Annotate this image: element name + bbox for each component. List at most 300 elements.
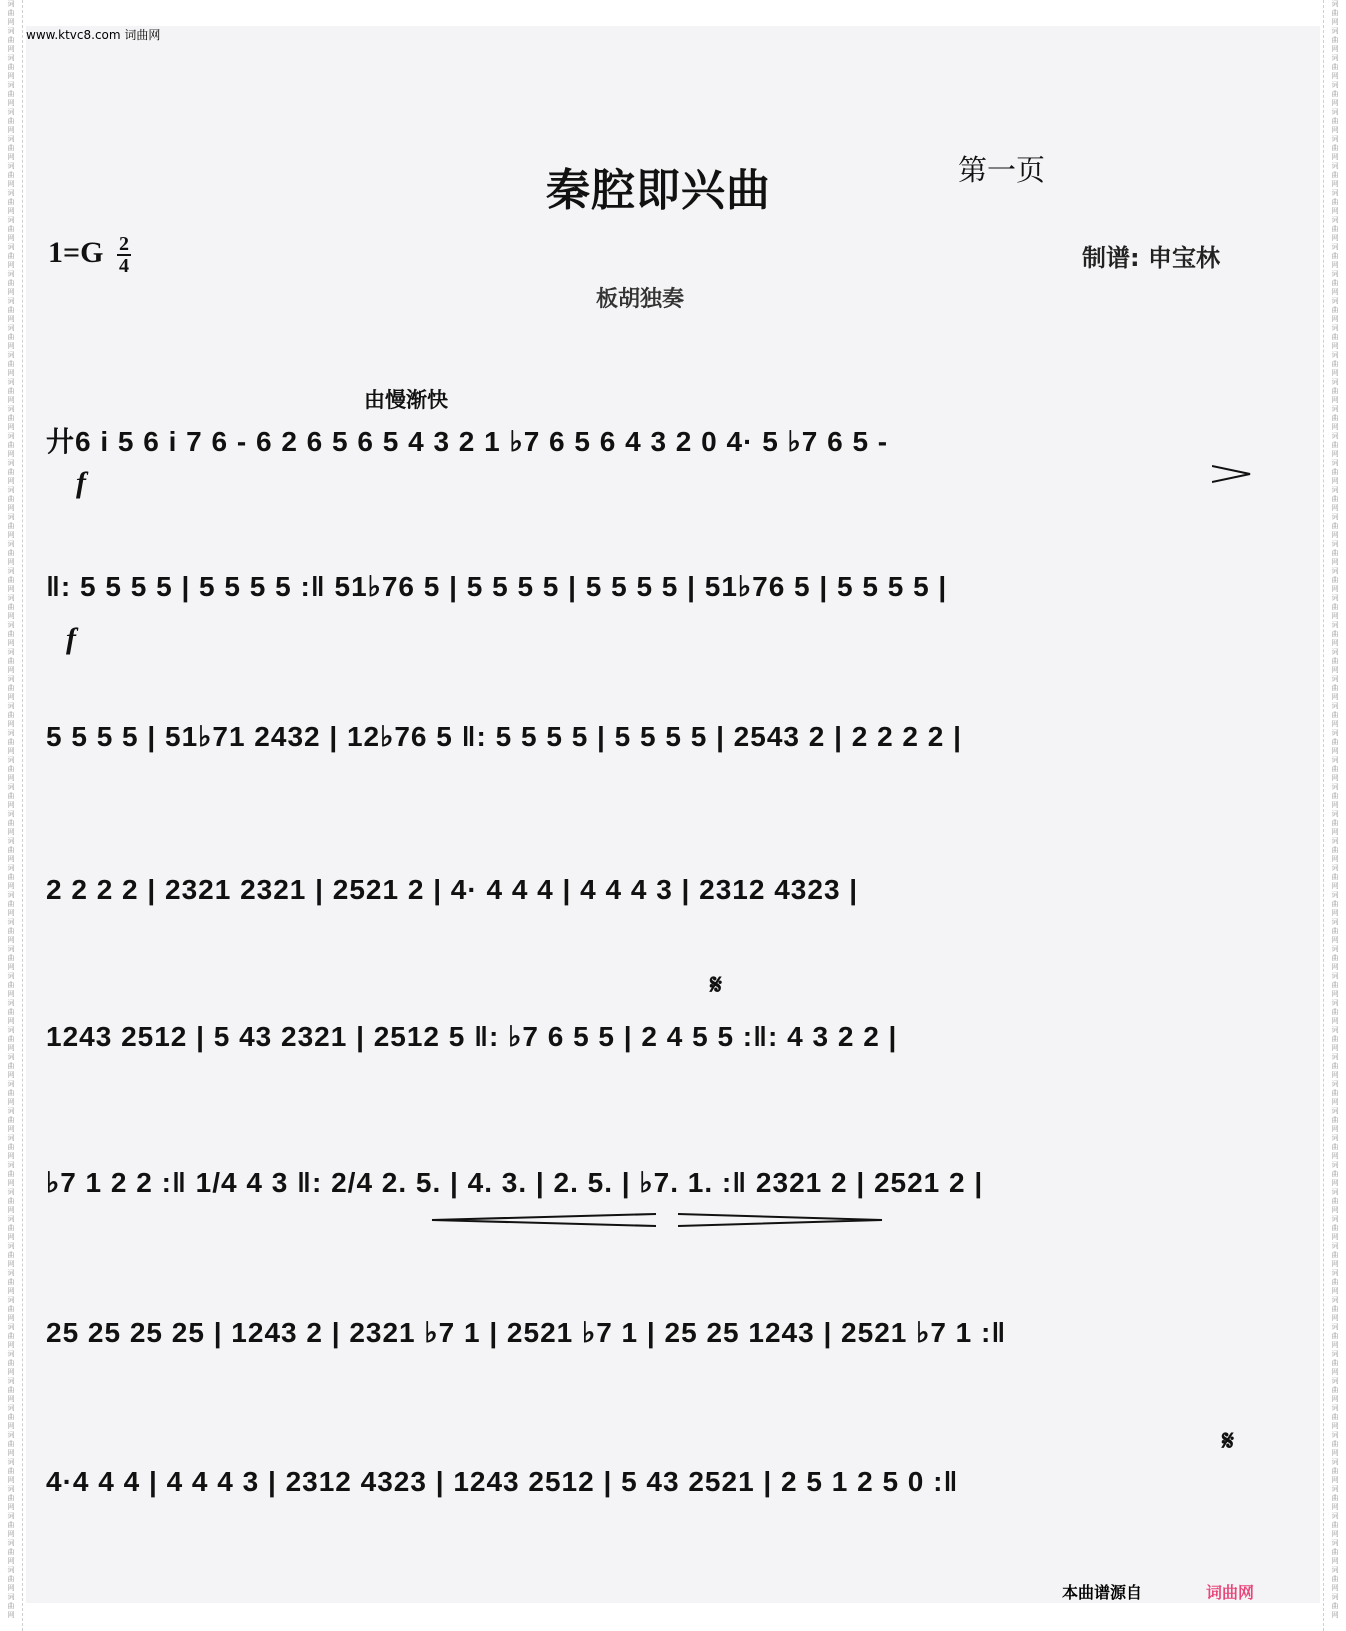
watermark-glyph: 网 bbox=[7, 126, 15, 134]
key-signature bbox=[48, 234, 131, 276]
watermark-glyph: 网 bbox=[7, 855, 15, 863]
watermark-glyph: 词 bbox=[7, 729, 15, 737]
watermark-glyph: 词 bbox=[1331, 0, 1339, 8]
watermark-glyph: 网 bbox=[1331, 45, 1339, 53]
watermark-glyph: 曲 bbox=[7, 549, 15, 557]
watermark-glyph: 网 bbox=[1331, 315, 1339, 323]
watermark-glyph: 词 bbox=[1331, 351, 1339, 359]
watermark-glyph: 曲 bbox=[7, 414, 15, 422]
watermark-glyph: 网 bbox=[7, 1206, 15, 1214]
score-line-5: 1243 2512 | 5 43 2321 | 2512 5 ‖: ♭7 6 5 5 | 2 4 5 5 :‖: 4 3 2 2 | bbox=[46, 1021, 898, 1052]
watermark-glyph: 曲 bbox=[1331, 468, 1339, 476]
watermark-glyph: 曲 bbox=[7, 1251, 15, 1259]
watermark-glyph: 词 bbox=[1331, 1512, 1339, 1520]
watermark-glyph: 网 bbox=[1331, 801, 1339, 809]
watermark-glyph: 曲 bbox=[1331, 360, 1339, 368]
watermark-glyph: 词 bbox=[7, 1512, 15, 1520]
score-line-4: 2 2 2 2 | 2321 2321 | 2521 2 | 4· 4 4 4 | 4 4 4 3 | 2312 4323 | bbox=[46, 874, 859, 905]
watermark-glyph: 词 bbox=[1331, 243, 1339, 251]
watermark-glyph: 网 bbox=[7, 963, 15, 971]
watermark-glyph: 词 bbox=[7, 405, 15, 413]
watermark-glyph: 曲 bbox=[1331, 738, 1339, 746]
watermark-glyph: 曲 bbox=[7, 765, 15, 773]
watermark-glyph: 词 bbox=[1331, 1350, 1339, 1358]
watermark-glyph: 词 bbox=[1331, 567, 1339, 575]
watermark-glyph: 曲 bbox=[1331, 1413, 1339, 1421]
watermark-glyph: 曲 bbox=[1331, 333, 1339, 341]
watermark-glyph: 曲 bbox=[7, 9, 15, 17]
watermark-glyph: 曲 bbox=[1331, 1521, 1339, 1529]
watermark-glyph: 曲 bbox=[7, 1116, 15, 1124]
watermark-glyph: 词 bbox=[1331, 999, 1339, 1007]
watermark-glyph: 词 bbox=[1331, 297, 1339, 305]
watermark-glyph: 曲 bbox=[7, 144, 15, 152]
watermark-glyph: 曲 bbox=[1331, 144, 1339, 152]
watermark-glyph: 曲 bbox=[7, 360, 15, 368]
watermark-glyph: 词 bbox=[1331, 486, 1339, 494]
watermark-glyph: 网 bbox=[7, 1557, 15, 1565]
watermark-glyph: 网 bbox=[7, 1152, 15, 1160]
watermark-glyph: 词 bbox=[7, 270, 15, 278]
watermark-glyph: 词 bbox=[1331, 1269, 1339, 1277]
watermark-glyph: 曲 bbox=[7, 1332, 15, 1340]
watermark-glyph: 曲 bbox=[1331, 711, 1339, 719]
watermark-glyph: 曲 bbox=[1331, 927, 1339, 935]
watermark-glyph: 词 bbox=[1331, 405, 1339, 413]
watermark-glyph: 曲 bbox=[7, 1521, 15, 1529]
watermark-glyph: 词 bbox=[7, 540, 15, 548]
watermark-glyph: 网 bbox=[1331, 963, 1339, 971]
watermark-glyph: 网 bbox=[7, 990, 15, 998]
watermark-glyph: 网 bbox=[1331, 180, 1339, 188]
site-header[interactable]: www.ktvc8.com 词曲网 bbox=[26, 28, 161, 42]
watermark-glyph: 网 bbox=[7, 1422, 15, 1430]
watermark-glyph: 网 bbox=[1331, 477, 1339, 485]
watermark-glyph: 网 bbox=[1331, 1395, 1339, 1403]
watermark-glyph: 曲 bbox=[7, 900, 15, 908]
watermark-glyph: 曲 bbox=[1331, 63, 1339, 71]
watermark-glyph: 网 bbox=[7, 99, 15, 107]
watermark-glyph: 词 bbox=[7, 432, 15, 440]
watermark-glyph: 词 bbox=[7, 1161, 15, 1169]
watermark-glyph: 词 bbox=[1331, 594, 1339, 602]
watermark-glyph: 网 bbox=[7, 1584, 15, 1592]
watermark-glyph: 曲 bbox=[7, 306, 15, 314]
watermark-glyph: 曲 bbox=[1331, 1116, 1339, 1124]
watermark-glyph: 网 bbox=[1331, 234, 1339, 242]
watermark-glyph: 词 bbox=[7, 1026, 15, 1034]
watermark-glyph: 曲 bbox=[7, 117, 15, 125]
watermark-glyph: 曲 bbox=[7, 333, 15, 341]
watermark-glyph: 网 bbox=[7, 234, 15, 242]
watermark-glyph: 网 bbox=[1331, 1476, 1339, 1484]
watermark-glyph: 曲 bbox=[1331, 1467, 1339, 1475]
watermark-glyph: 曲 bbox=[1331, 225, 1339, 233]
watermark-glyph: 词 bbox=[7, 756, 15, 764]
watermark-glyph: 词 bbox=[7, 918, 15, 926]
watermark-glyph: 曲 bbox=[1331, 981, 1339, 989]
watermark-glyph: 网 bbox=[7, 1071, 15, 1079]
watermark-glyph: 词 bbox=[7, 1215, 15, 1223]
watermark-glyph: 曲 bbox=[1331, 117, 1339, 125]
watermark-glyph: 网 bbox=[1331, 450, 1339, 458]
watermark-glyph: 词 bbox=[7, 108, 15, 116]
watermark-glyph: 词 bbox=[7, 135, 15, 143]
score-line-8: 4·4 4 4 | 4 4 4 3 | 2312 4323 | 1243 2512 | 5 43 2521 | 2 5 1 2 5 0 :‖ bbox=[46, 1466, 959, 1497]
watermark-glyph: 网 bbox=[1331, 639, 1339, 647]
watermark-glyph: 网 bbox=[7, 1503, 15, 1511]
watermark-glyph: 网 bbox=[1331, 1152, 1339, 1160]
watermark-glyph: 曲 bbox=[1331, 1089, 1339, 1097]
watermark-glyph: 词 bbox=[1331, 972, 1339, 980]
watermark-glyph: 词 bbox=[7, 675, 15, 683]
dynamic-forte-2: f bbox=[66, 622, 76, 655]
watermark-glyph: 网 bbox=[7, 1017, 15, 1025]
watermark-glyph: 网 bbox=[7, 531, 15, 539]
watermark-glyph: 词 bbox=[1331, 216, 1339, 224]
watermark-glyph: 词 bbox=[7, 459, 15, 467]
watermark-glyph: 曲 bbox=[1331, 630, 1339, 638]
watermark-glyph: 词 bbox=[7, 702, 15, 710]
watermark-glyph: 词 bbox=[7, 1593, 15, 1601]
watermark-glyph: 曲 bbox=[1331, 846, 1339, 854]
watermark-glyph: 网 bbox=[1331, 1233, 1339, 1241]
watermark-glyph: 网 bbox=[7, 1314, 15, 1322]
watermark-glyph: 词 bbox=[1331, 729, 1339, 737]
watermark-glyph: 网 bbox=[7, 828, 15, 836]
watermark-glyph: 词 bbox=[7, 999, 15, 1007]
watermark-glyph: 网 bbox=[1331, 261, 1339, 269]
watermark-glyph: 词 bbox=[1331, 1458, 1339, 1466]
watermark-glyph: 网 bbox=[7, 801, 15, 809]
watermark-glyph: 曲 bbox=[7, 1062, 15, 1070]
watermark-glyph: 网 bbox=[7, 666, 15, 674]
watermark-glyph: 词 bbox=[1331, 432, 1339, 440]
watermark-glyph: 网 bbox=[7, 720, 15, 728]
watermark-glyph: 曲 bbox=[1331, 684, 1339, 692]
watermark-glyph: 曲 bbox=[1331, 252, 1339, 260]
watermark-glyph: 网 bbox=[1331, 936, 1339, 944]
watermark-glyph: 曲 bbox=[1331, 1170, 1339, 1178]
watermark-glyph: 词 bbox=[7, 1431, 15, 1439]
watermark-glyph: 曲 bbox=[7, 711, 15, 719]
watermark-glyph: 词 bbox=[1331, 513, 1339, 521]
watermark-glyph: 曲 bbox=[7, 1548, 15, 1556]
watermark-glyph: 词 bbox=[7, 81, 15, 89]
watermark-glyph: 网 bbox=[7, 882, 15, 890]
watermark-glyph: 网 bbox=[1331, 288, 1339, 296]
watermark-glyph: 网 bbox=[7, 180, 15, 188]
watermark-glyph: 词 bbox=[1331, 891, 1339, 899]
time-signature-bottom: 4 bbox=[118, 255, 129, 277]
watermark-glyph: 词 bbox=[7, 891, 15, 899]
watermark-glyph: 网 bbox=[1331, 828, 1339, 836]
watermark-glyph: 曲 bbox=[1331, 1278, 1339, 1286]
watermark-glyph: 词 bbox=[1331, 918, 1339, 926]
score-line-3: 5 5 5 5 | 51♭71 2432 | 12♭76 5 ‖: 5 5 5 5 | 5 5 5 5 | 2543 2 | 2 2 2 2 | bbox=[46, 721, 962, 752]
watermark-glyph: 词 bbox=[7, 864, 15, 872]
watermark-glyph: 词 bbox=[7, 567, 15, 575]
watermark-glyph: 曲 bbox=[1331, 1143, 1339, 1151]
watermark-glyph: 词 bbox=[7, 1377, 15, 1385]
watermark-glyph: 词 bbox=[1331, 1377, 1339, 1385]
watermark-glyph: 曲 bbox=[1331, 1062, 1339, 1070]
watermark-glyph: 曲 bbox=[1331, 279, 1339, 287]
watermark-glyph: 网 bbox=[1331, 1584, 1339, 1592]
watermark-glyph: 曲 bbox=[1331, 765, 1339, 773]
tempo-marking: 由慢渐快 bbox=[364, 388, 448, 412]
key-signature-text: 1=G bbox=[48, 235, 104, 269]
watermark-glyph: 网 bbox=[7, 369, 15, 377]
watermark-glyph: 网 bbox=[1331, 855, 1339, 863]
watermark-glyph: 曲 bbox=[1331, 1440, 1339, 1448]
watermark-glyph: 网 bbox=[7, 1098, 15, 1106]
watermark-glyph: 词 bbox=[1331, 1215, 1339, 1223]
watermark-glyph: 词 bbox=[1331, 837, 1339, 845]
watermark-glyph: 曲 bbox=[7, 495, 15, 503]
watermark-glyph: 曲 bbox=[1331, 576, 1339, 584]
watermark-glyph: 网 bbox=[7, 747, 15, 755]
watermark-glyph: 曲 bbox=[1331, 1548, 1339, 1556]
watermark-glyph: 词 bbox=[7, 1539, 15, 1547]
watermark-glyph: 词 bbox=[1331, 459, 1339, 467]
watermark-glyph: 网 bbox=[7, 1179, 15, 1187]
watermark-glyph: 网 bbox=[1331, 1557, 1339, 1565]
watermark-glyph: 网 bbox=[1331, 612, 1339, 620]
watermark-glyph: 曲 bbox=[7, 1305, 15, 1313]
watermark-glyph: 词 bbox=[1331, 1296, 1339, 1304]
watermark-glyph: 网 bbox=[7, 477, 15, 485]
score-sheet bbox=[26, 26, 1320, 1603]
watermark-glyph: 词 bbox=[7, 1296, 15, 1304]
watermark-glyph: 词 bbox=[7, 27, 15, 35]
watermark-glyph: 词 bbox=[7, 351, 15, 359]
watermark-glyph: 曲 bbox=[7, 468, 15, 476]
watermark-glyph: 网 bbox=[7, 1287, 15, 1295]
watermark-glyph: 词 bbox=[7, 297, 15, 305]
watermark-glyph: 词 bbox=[7, 1485, 15, 1493]
watermark-glyph: 曲 bbox=[7, 252, 15, 260]
watermark-glyph: 网 bbox=[1331, 558, 1339, 566]
watermark-glyph: 词 bbox=[1331, 378, 1339, 386]
watermark-glyph: 曲 bbox=[7, 1467, 15, 1475]
watermark-glyph: 曲 bbox=[1331, 657, 1339, 665]
watermark-glyph: 词 bbox=[1331, 540, 1339, 548]
watermark-glyph: 曲 bbox=[1331, 1035, 1339, 1043]
watermark-glyph: 网 bbox=[1331, 1017, 1339, 1025]
right-watermark-strip bbox=[1323, 0, 1346, 1631]
watermark-glyph: 词 bbox=[7, 1107, 15, 1115]
watermark-glyph: 曲 bbox=[1331, 1008, 1339, 1016]
watermark-glyph: 网 bbox=[7, 72, 15, 80]
watermark-glyph: 网 bbox=[1331, 774, 1339, 782]
watermark-glyph: 网 bbox=[7, 1341, 15, 1349]
watermark-glyph: 词 bbox=[7, 486, 15, 494]
watermark-glyph: 网 bbox=[1331, 1503, 1339, 1511]
watermark-glyph: 词 bbox=[1331, 702, 1339, 710]
watermark-glyph: 网 bbox=[7, 1449, 15, 1457]
watermark-glyph: 网 bbox=[7, 1125, 15, 1133]
watermark-glyph: 词 bbox=[1331, 648, 1339, 656]
watermark-glyph: 曲 bbox=[7, 846, 15, 854]
decrescendo-hairpin-1 bbox=[1212, 464, 1252, 484]
watermark-glyph: 曲 bbox=[1331, 1251, 1339, 1259]
watermark-glyph: 网 bbox=[1331, 342, 1339, 350]
watermark-glyph: 曲 bbox=[1331, 900, 1339, 908]
watermark-glyph: 网 bbox=[7, 504, 15, 512]
decrescendo-hairpin-2 bbox=[676, 1212, 886, 1228]
watermark-glyph: 网 bbox=[1331, 1125, 1339, 1133]
watermark-glyph: 词 bbox=[1331, 1134, 1339, 1142]
watermark-glyph: 网 bbox=[1331, 1044, 1339, 1052]
watermark-glyph: 网 bbox=[7, 693, 15, 701]
watermark-glyph: 曲 bbox=[7, 792, 15, 800]
watermark-glyph: 词 bbox=[7, 1242, 15, 1250]
watermark-glyph: 网 bbox=[1331, 1179, 1339, 1187]
watermark-glyph: 词 bbox=[7, 945, 15, 953]
watermark-glyph: 曲 bbox=[1331, 495, 1339, 503]
watermark-glyph: 词 bbox=[7, 0, 15, 8]
watermark-glyph: 曲 bbox=[7, 36, 15, 44]
watermark-glyph: 曲 bbox=[1331, 198, 1339, 206]
watermark-glyph: 词 bbox=[1331, 1026, 1339, 1034]
watermark-glyph: 词 bbox=[1331, 1107, 1339, 1115]
watermark-glyph: 曲 bbox=[7, 630, 15, 638]
watermark-glyph: 词 bbox=[7, 810, 15, 818]
watermark-glyph: 网 bbox=[1331, 153, 1339, 161]
watermark-glyph: 词 bbox=[7, 1458, 15, 1466]
watermark-glyph: 网 bbox=[7, 1530, 15, 1538]
watermark-glyph: 网 bbox=[1331, 72, 1339, 80]
watermark-glyph: 曲 bbox=[7, 927, 15, 935]
watermark-glyph: 曲 bbox=[1331, 1386, 1339, 1394]
watermark-glyph: 曲 bbox=[1331, 9, 1339, 17]
watermark-glyph: 网 bbox=[1331, 882, 1339, 890]
watermark-glyph: 曲 bbox=[7, 1278, 15, 1286]
watermark-glyph: 词 bbox=[1331, 1566, 1339, 1574]
watermark-glyph: 曲 bbox=[7, 1440, 15, 1448]
watermark-glyph: 网 bbox=[7, 450, 15, 458]
watermark-glyph: 词 bbox=[7, 621, 15, 629]
watermark-glyph: 词 bbox=[1331, 1242, 1339, 1250]
watermark-glyph: 曲 bbox=[1331, 954, 1339, 962]
watermark-glyph: 网 bbox=[7, 1476, 15, 1484]
watermark-glyph: 网 bbox=[7, 342, 15, 350]
watermark-glyph: 词 bbox=[7, 594, 15, 602]
score-line-7: 25 25 25 25 | 1243 2 | 2321 ♭7 1 | 2521 ♭7 1 | 25 25 1243 | 2521 ♭7 1 :‖ bbox=[46, 1317, 1007, 1348]
watermark-glyph: 曲 bbox=[7, 1197, 15, 1205]
watermark-glyph: 网 bbox=[1331, 207, 1339, 215]
score-line-2: ‖: 5 5 5 5 | 5 5 5 5 :‖ 51♭76 5 | 5 5 5 5 | 5 5 5 5 | 51♭76 5 | 5 5 5 5 | bbox=[46, 571, 948, 602]
watermark-glyph: 词 bbox=[7, 243, 15, 251]
watermark-glyph: 网 bbox=[7, 585, 15, 593]
watermark-glyph: 网 bbox=[7, 1611, 15, 1619]
watermark-glyph: 网 bbox=[1331, 1098, 1339, 1106]
watermark-glyph: 曲 bbox=[7, 819, 15, 827]
watermark-glyph: 曲 bbox=[1331, 414, 1339, 422]
watermark-glyph: 曲 bbox=[1331, 36, 1339, 44]
watermark-glyph: 词 bbox=[1331, 27, 1339, 35]
watermark-glyph: 词 bbox=[1331, 1593, 1339, 1601]
watermark-glyph: 网 bbox=[7, 1044, 15, 1052]
watermark-glyph: 曲 bbox=[7, 63, 15, 71]
watermark-glyph: 词 bbox=[1331, 270, 1339, 278]
watermark-glyph: 网 bbox=[1331, 1530, 1339, 1538]
watermark-glyph: 曲 bbox=[7, 873, 15, 881]
footer-source-label: 本曲谱源自 bbox=[1062, 1583, 1143, 1602]
page-label: 第一页 bbox=[958, 153, 1046, 187]
crescendo-hairpin bbox=[430, 1212, 660, 1228]
watermark-glyph: 网 bbox=[1331, 1341, 1339, 1349]
watermark-glyph: 词 bbox=[1331, 135, 1339, 143]
watermark-glyph: 词 bbox=[7, 1566, 15, 1574]
watermark-glyph: 网 bbox=[7, 315, 15, 323]
watermark-glyph: 网 bbox=[7, 936, 15, 944]
watermark-glyph: 曲 bbox=[1331, 819, 1339, 827]
watermark-glyph: 网 bbox=[7, 639, 15, 647]
watermark-glyph: 词 bbox=[7, 1188, 15, 1196]
footer-brand-link[interactable]: 词曲网 bbox=[1206, 1583, 1255, 1602]
watermark-glyph: 曲 bbox=[7, 1413, 15, 1421]
watermark-glyph: 曲 bbox=[7, 1494, 15, 1502]
watermark-glyph: 词 bbox=[1331, 1539, 1339, 1547]
segno-sign-1: 𝄋 bbox=[710, 968, 723, 1001]
watermark-glyph: 词 bbox=[1331, 1485, 1339, 1493]
watermark-glyph: 曲 bbox=[7, 684, 15, 692]
score-title: 秦腔即兴曲 bbox=[546, 165, 771, 216]
watermark-glyph: 网 bbox=[1331, 396, 1339, 404]
watermark-glyph: 词 bbox=[7, 1053, 15, 1061]
watermark-glyph: 曲 bbox=[7, 603, 15, 611]
watermark-glyph: 词 bbox=[7, 216, 15, 224]
watermark-glyph: 曲 bbox=[7, 1359, 15, 1367]
watermark-glyph: 曲 bbox=[7, 657, 15, 665]
watermark-glyph: 曲 bbox=[7, 1035, 15, 1043]
watermark-glyph: 网 bbox=[1331, 504, 1339, 512]
watermark-glyph: 词 bbox=[7, 54, 15, 62]
watermark-glyph: 网 bbox=[7, 1395, 15, 1403]
watermark-glyph: 曲 bbox=[7, 1008, 15, 1016]
watermark-glyph: 曲 bbox=[7, 1575, 15, 1583]
watermark-glyph: 曲 bbox=[7, 1224, 15, 1232]
watermark-glyph: 曲 bbox=[1331, 873, 1339, 881]
watermark-glyph: 网 bbox=[7, 774, 15, 782]
watermark-glyph: 词 bbox=[7, 972, 15, 980]
watermark-glyph: 网 bbox=[1331, 1206, 1339, 1214]
watermark-glyph: 网 bbox=[7, 558, 15, 566]
watermark-glyph: 曲 bbox=[1331, 1494, 1339, 1502]
watermark-glyph: 网 bbox=[1331, 369, 1339, 377]
watermark-glyph: 词 bbox=[1331, 675, 1339, 683]
watermark-glyph: 网 bbox=[1331, 693, 1339, 701]
watermark-glyph: 词 bbox=[1331, 1053, 1339, 1061]
watermark-glyph: 词 bbox=[1331, 783, 1339, 791]
watermark-glyph: 网 bbox=[1331, 720, 1339, 728]
watermark-glyph: 曲 bbox=[7, 954, 15, 962]
watermark-glyph: 曲 bbox=[1331, 549, 1339, 557]
watermark-glyph: 词 bbox=[7, 1269, 15, 1277]
watermark-glyph: 曲 bbox=[1331, 1575, 1339, 1583]
watermark-glyph: 网 bbox=[7, 261, 15, 269]
watermark-glyph: 词 bbox=[7, 513, 15, 521]
watermark-glyph: 词 bbox=[7, 648, 15, 656]
watermark-glyph: 曲 bbox=[1331, 441, 1339, 449]
watermark-glyph: 词 bbox=[1331, 81, 1339, 89]
watermark-glyph: 词 bbox=[1331, 1431, 1339, 1439]
watermark-glyph: 曲 bbox=[7, 1170, 15, 1178]
watermark-glyph: 词 bbox=[1331, 1404, 1339, 1412]
dynamic-forte-1: f bbox=[76, 466, 86, 499]
